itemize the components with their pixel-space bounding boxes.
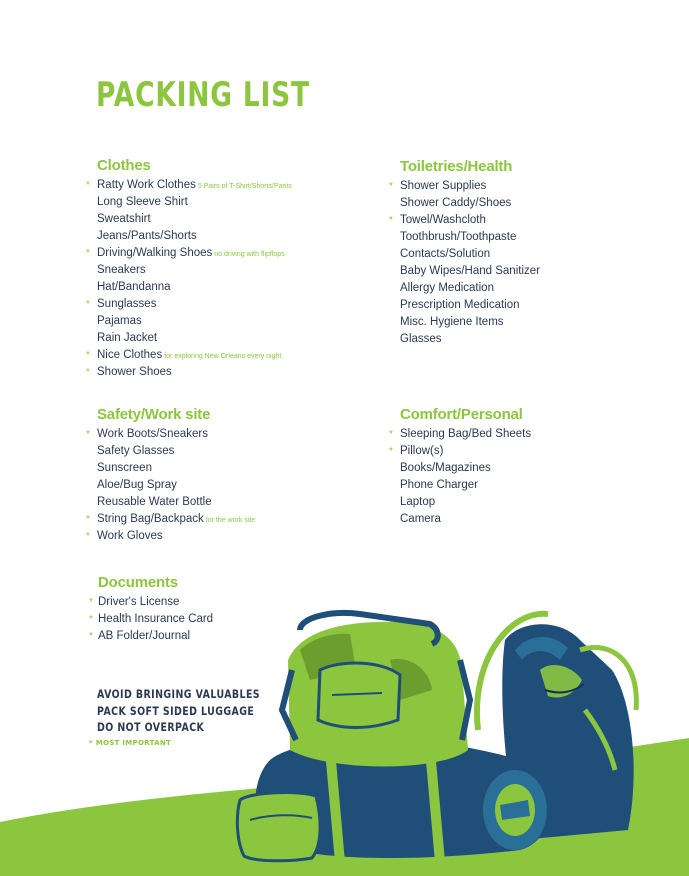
list-item	[400, 246, 540, 263]
star-icon: *	[89, 597, 93, 608]
item-label: Phone Charger	[400, 479, 478, 491]
section-heading: Toiletries/Health	[400, 158, 513, 175]
item-label: Toothbrush/Toothpaste	[400, 231, 517, 243]
item-label: Hat/Bandanna	[97, 281, 171, 293]
list-item	[389, 426, 532, 443]
item-label: Camera	[400, 513, 441, 525]
star-icon: *	[86, 531, 90, 542]
item-label: Aloe/Bug Spray	[97, 479, 177, 491]
list-item	[86, 177, 292, 194]
list-item	[400, 314, 540, 331]
list-item	[97, 443, 255, 460]
list-item	[97, 194, 292, 211]
star-icon: *	[389, 446, 393, 457]
item-label: Shower Shoes	[97, 366, 172, 378]
list-item	[86, 528, 255, 545]
list-item	[400, 511, 531, 528]
section-toiletries	[389, 158, 540, 348]
legend-most-important: * MOST IMPORTANT	[89, 739, 172, 747]
item-label: Driver's License	[98, 596, 180, 608]
item-label: Shower Supplies	[400, 180, 487, 192]
item-label: Baby Wipes/Hand Sanitizer	[400, 265, 540, 277]
item-label: Towel/Washcloth	[400, 214, 486, 226]
star-icon: *	[389, 429, 393, 440]
item-label: Shower Caddy/Shoes	[400, 197, 512, 209]
item-label: Rain Jacket	[97, 332, 158, 344]
item-label: Contacts/Solution	[400, 248, 491, 260]
star-icon: *	[86, 299, 90, 310]
section-heading: Comfort/Personal	[400, 406, 523, 423]
item-label: Nice Clothes	[97, 349, 163, 361]
star-icon: *	[389, 215, 393, 226]
list-item	[400, 297, 540, 314]
section-heading: Clothes	[97, 157, 151, 174]
list-item	[97, 460, 255, 477]
star-icon: *	[86, 429, 90, 440]
section-heading: Safety/Work site	[97, 406, 211, 423]
item-label: Driving/Walking Shoes	[97, 247, 213, 259]
list-item	[400, 477, 531, 494]
star-icon: *	[89, 614, 93, 625]
star-icon: *	[86, 367, 90, 378]
list-item	[400, 280, 540, 297]
item-note: for the work site	[205, 517, 256, 524]
list-item	[400, 494, 531, 511]
list-item	[97, 477, 255, 494]
item-label: Sunglasses	[97, 298, 157, 310]
section-heading: Documents	[98, 574, 178, 591]
item-label: Sweatshirt	[97, 213, 151, 225]
list-item	[389, 212, 540, 229]
item-label: String Bag/Backpack	[97, 513, 204, 525]
star-icon: *	[86, 350, 90, 361]
list-item	[400, 460, 531, 477]
list-item	[97, 211, 292, 228]
item-note: no driving with flipflops	[214, 251, 285, 258]
page-title: PACKING LIST	[96, 75, 310, 115]
tip-line: PACK SOFT SIDED LUGGAGE	[97, 703, 255, 718]
item-note: 5 Pairs of T-Shirt/Shorts/Pants	[197, 183, 292, 190]
section-safety	[86, 406, 256, 545]
star-icon: *	[86, 248, 90, 259]
pouch-icon	[237, 793, 320, 861]
list-item	[86, 364, 292, 381]
item-label: Sleeping Bag/Bed Sheets	[400, 428, 532, 440]
item-label: Laptop	[400, 496, 436, 508]
item-label: Glasses	[400, 333, 442, 345]
item-label: Work Gloves	[97, 530, 163, 542]
star-icon: *	[86, 180, 90, 191]
list-item	[400, 195, 540, 212]
list-item	[86, 347, 292, 364]
list-item	[86, 511, 256, 528]
list-item	[86, 426, 255, 443]
list-item	[86, 296, 292, 313]
item-label: AB Folder/Journal	[98, 630, 191, 642]
list-item	[389, 178, 540, 195]
item-label: Allergy Medication	[400, 282, 494, 294]
star-icon: *	[89, 631, 93, 642]
list-item	[97, 228, 292, 245]
item-label: Ratty Work Clothes	[97, 179, 196, 191]
item-label: Pillow(s)	[400, 445, 444, 457]
section-comfort	[389, 406, 532, 528]
list-item	[400, 229, 540, 246]
item-label: Sneakers	[97, 264, 146, 276]
star-icon: *	[389, 181, 393, 192]
list-item	[400, 331, 540, 348]
item-label: Pajamas	[97, 315, 142, 327]
tip-line: DO NOT OVERPACK	[97, 720, 205, 734]
section-clothes	[86, 157, 292, 381]
green-backpack-icon	[282, 613, 470, 767]
item-label: Health Insurance Card	[98, 613, 214, 625]
item-label: Prescription Medication	[400, 299, 520, 311]
list-item	[400, 263, 540, 280]
list-item	[97, 279, 292, 296]
item-label: Misc. Hygiene Items	[400, 316, 504, 328]
list-item	[97, 330, 292, 347]
list-item	[97, 313, 292, 330]
list-item	[86, 245, 292, 262]
item-label: Jeans/Pants/Shorts	[97, 230, 197, 242]
list-item	[389, 443, 531, 460]
star-icon: *	[86, 514, 90, 525]
list-item	[97, 494, 255, 511]
item-label: Work Boots/Sneakers	[97, 428, 209, 440]
tip-line: AVOID BRINGING VALUABLES	[97, 687, 261, 701]
item-label: Safety Glasses	[97, 445, 175, 457]
item-label: Reusable Water Bottle	[97, 496, 212, 508]
item-label: Books/Magazines	[400, 462, 491, 474]
item-note: for exploring New Orleans every night	[164, 353, 282, 360]
luggage-illustration	[0, 600, 689, 876]
item-label: Long Sleeve Shirt	[97, 196, 188, 208]
list-item	[97, 262, 292, 279]
item-label: Sunscreen	[97, 462, 152, 474]
